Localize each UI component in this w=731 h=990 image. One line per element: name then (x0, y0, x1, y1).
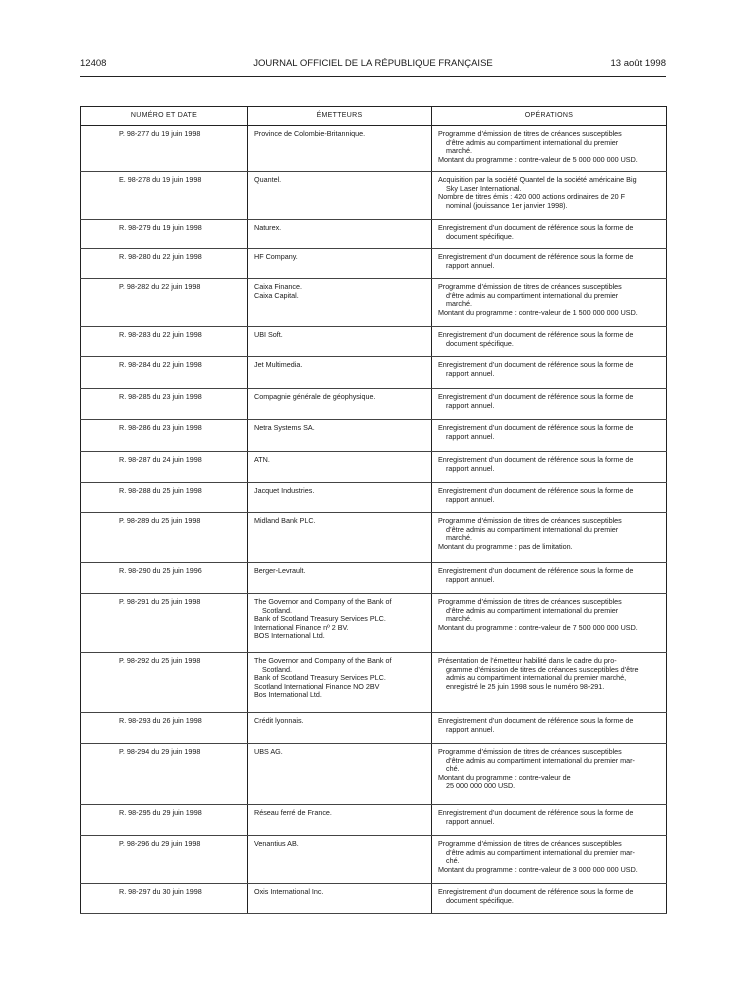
emitters-cell (248, 172, 432, 220)
operation-text-line: Présentation de l’émetteur habilité dans le cadre du pro- (438, 656, 617, 665)
table-row (81, 327, 667, 357)
registration-number-date: P. 98-282 du 22 juin 1998 (81, 279, 248, 327)
operation-text-line: marché. (446, 533, 472, 543)
emitter-name: Compagnie générale de géophysique. (254, 392, 376, 401)
page-number: 12408 (80, 58, 107, 69)
operation-text-line: d’être admis au compartiment international du premier mar- (446, 755, 635, 765)
emitters-cell (248, 805, 432, 836)
operation-text-line: rapport annuel. (446, 816, 495, 826)
operation-cell (432, 452, 667, 483)
emitters-cell (248, 836, 432, 884)
emitter-name: Bank of Scotland Treasury Services PLC. (254, 614, 386, 624)
registration-number-date: P. 98-291 du 25 juin 1998 (81, 594, 248, 653)
emitter-name: UBS AG. (254, 747, 283, 756)
registration-number-date: R. 98-287 du 24 juin 1998 (81, 452, 248, 483)
table-row (81, 389, 667, 420)
emitter-name: Oxis International Inc. (254, 887, 324, 896)
operation-text-line: Enregistrement d’un document de référence sous la forme de (438, 392, 634, 401)
emitters-cell (248, 389, 432, 420)
emitter-name: Scotland International Finance NO 2BV (254, 681, 380, 691)
emitters-cell (248, 327, 432, 357)
operation-text-line: Enregistrement d’un document de référence sous la forme de (438, 887, 634, 896)
emitters-cell (248, 452, 432, 483)
emitter-name: Crédit lyonnais. (254, 716, 304, 725)
operation-cell (432, 653, 667, 713)
operation-text-line: Montant du programme : contre-valeur de 7 500 000 000 USD. (438, 622, 638, 632)
emitters-cell (248, 744, 432, 805)
registration-number-date: R. 98-280 du 22 juin 1998 (81, 249, 248, 279)
table-header-row (81, 107, 667, 126)
emitter-name: Jet Multimedia. (254, 360, 303, 369)
registration-number-date: P. 98-296 du 29 juin 1998 (81, 836, 248, 884)
emitter-name: Naturex. (254, 223, 282, 232)
registration-number-date: R. 98-286 du 23 juin 1998 (81, 420, 248, 452)
column-header-emetteurs: ÉMETTEURS (248, 107, 432, 126)
operation-text-line: d’être admis au compartiment international du premier (446, 290, 619, 300)
operation-cell (432, 389, 667, 420)
table-row (81, 220, 667, 249)
header-rule (80, 76, 666, 77)
emitter-name: Province de Colombie-Britannique. (254, 129, 366, 138)
operation-text-line: 25 000 000 000 USD. (446, 781, 516, 791)
operation-text-line: enregistré le 25 juin 1998 sous le numéro 98-291. (446, 681, 605, 691)
table-row (81, 744, 667, 805)
table-row (81, 513, 667, 563)
emitters-cell (248, 713, 432, 744)
emitter-name: Réseau ferré de France. (254, 808, 332, 817)
emitters-cell (248, 357, 432, 389)
operation-cell (432, 563, 667, 594)
operations-table (80, 106, 667, 914)
registration-number-date: E. 98-278 du 19 juin 1998 (81, 172, 248, 220)
emitter-name: Bank of Scotland Treasury Services PLC. (254, 673, 386, 683)
operation-text-line: Enregistrement d’un document de référence sous la forme de (438, 716, 634, 725)
operation-text-line: Acquisition par la société Quantel de la société américaine Big (438, 175, 637, 184)
operation-text-line: Programme d’émission de titres de créances susceptibles (438, 747, 622, 756)
operation-cell (432, 249, 667, 279)
issue-date: 13 août 1998 (610, 58, 666, 69)
operation-text-line: Enregistrement d’un document de référence sous la forme de (438, 223, 634, 232)
emitters-cell (248, 220, 432, 249)
operation-text-line: document spécifique. (446, 338, 514, 348)
registration-number-date: P. 98-292 du 25 juin 1998 (81, 653, 248, 713)
operation-text-line: rapport annuel. (446, 400, 495, 410)
operation-text-line: d’être admis au compartiment international du premier (446, 137, 619, 147)
table-row (81, 713, 667, 744)
operation-text-line: Nombre de titres émis : 420 000 actions ordinaires de 20 F (438, 192, 625, 202)
table-row (81, 483, 667, 513)
operation-text-line: Enregistrement d’un document de référence sous la forme de (438, 808, 634, 817)
operation-text-line: marché. (446, 614, 472, 624)
emitter-name: Jacquet Industries. (254, 486, 315, 495)
registration-number-date: R. 98-293 du 26 juin 1998 (81, 713, 248, 744)
table-row (81, 172, 667, 220)
registration-number-date: R. 98-297 du 30 juin 1998 (81, 884, 248, 914)
emitter-name: Caixa Capital. (254, 290, 299, 300)
operation-cell (432, 327, 667, 357)
operation-text-line: Enregistrement d’un document de référence sous la forme de (438, 455, 634, 464)
emitter-name: Quantel. (254, 175, 282, 184)
operation-cell (432, 220, 667, 249)
emitters-cell (248, 513, 432, 563)
operation-text-line: d’être admis au compartiment international du premier (446, 524, 619, 534)
emitter-name: Scotland. (262, 664, 292, 674)
operation-text-line: admis au compartiment international du premier marché, (446, 673, 627, 683)
emitters-cell (248, 126, 432, 172)
operation-cell (432, 279, 667, 327)
operation-text-line: d’être admis au compartiment international du premier mar- (446, 847, 635, 857)
operation-text-line: rapport annuel. (446, 494, 495, 504)
operation-cell (432, 805, 667, 836)
emitter-name: International Finance nº 2 BV. (254, 622, 349, 632)
operation-text-line: Montant du programme : contre-valeur de 1 500 000 000 USD. (438, 307, 638, 317)
operation-text-line: Programme d’émission de titres de créances susceptibles (438, 516, 622, 525)
operation-text-line: Enregistrement d’un document de référence sous la forme de (438, 360, 634, 369)
emitter-name: The Governor and Company of the Bank of (254, 656, 392, 665)
emitter-name: HF Company. (254, 252, 298, 261)
emitter-name: Netra Systems SA. (254, 423, 315, 432)
operation-text-line: Enregistrement d’un document de référence sous la forme de (438, 330, 634, 339)
operation-text-line: Programme d’émission de titres de créances susceptibles (438, 282, 622, 291)
operation-cell (432, 594, 667, 653)
emitter-name: Berger-Levrault. (254, 566, 306, 575)
table-row (81, 563, 667, 594)
registration-number-date: P. 98-294 du 29 juin 1998 (81, 744, 248, 805)
operation-cell (432, 513, 667, 563)
emitter-name: BOS International Ltd. (254, 631, 325, 641)
operation-text-line: Montant du programme : contre-valeur de (438, 772, 571, 782)
operation-text-line: Enregistrement d’un document de référence sous la forme de (438, 486, 634, 495)
operation-text-line: nominal (jouissance 1er janvier 1998). (446, 200, 568, 210)
operation-text-line: ché. (446, 856, 460, 866)
emitter-name: Venantius AB. (254, 839, 299, 848)
operation-cell (432, 744, 667, 805)
operation-text-line: Montant du programme : pas de limitation. (438, 541, 573, 551)
emitters-cell (248, 483, 432, 513)
operation-text-line: rapport annuel. (446, 431, 495, 441)
operation-cell (432, 357, 667, 389)
operation-text-line: d’être admis au compartiment international du premier (446, 605, 619, 615)
column-header-operations: OPÉRATIONS (432, 107, 667, 126)
emitters-cell (248, 420, 432, 452)
operation-text-line: Sky Laser International. (446, 183, 522, 193)
emitters-cell (248, 249, 432, 279)
operation-text-line: marché. (446, 146, 472, 156)
operation-cell (432, 126, 667, 172)
operation-text-line: Montant du programme : contre-valeur de 5 000 000 000 USD. (438, 154, 638, 164)
emitter-name: UBI Soft. (254, 330, 283, 339)
operation-text-line: marché. (446, 299, 472, 309)
emitter-name: Midland Bank PLC. (254, 516, 316, 525)
operation-cell (432, 483, 667, 513)
operation-text-line: document spécifique. (446, 895, 514, 905)
operation-text-line: Enregistrement d’un document de référence sous la forme de (438, 252, 634, 261)
registration-number-date: R. 98-290 du 25 juin 1996 (81, 563, 248, 594)
operation-text-line: Enregistrement d’un document de référence sous la forme de (438, 566, 634, 575)
operation-text-line: rapport annuel. (446, 574, 495, 584)
emitter-name: Bos International Ltd. (254, 690, 322, 700)
operation-text-line: Programme d’émission de titres de créances susceptibles (438, 597, 622, 606)
operation-text-line: Programme d’émission de titres de créances susceptibles (438, 129, 622, 138)
column-header-numero: NUMÉRO ET DATE (81, 107, 248, 126)
registration-number-date: R. 98-295 du 29 juin 1998 (81, 805, 248, 836)
operation-text-line: rapport annuel. (446, 463, 495, 473)
emitter-name: ATN. (254, 455, 270, 464)
table-row (81, 884, 667, 914)
operation-text-line: Enregistrement d’un document de référence sous la forme de (438, 423, 634, 432)
operation-text-line: document spécifique. (446, 231, 514, 241)
operation-text-line: Programme d’émission de titres de créances susceptibles (438, 839, 622, 848)
operation-cell (432, 884, 667, 914)
table-row (81, 420, 667, 452)
table-row (81, 452, 667, 483)
emitters-cell (248, 653, 432, 713)
operation-cell (432, 172, 667, 220)
registration-number-date: R. 98-288 du 25 juin 1998 (81, 483, 248, 513)
emitters-cell (248, 279, 432, 327)
operation-text-line: rapport annuel. (446, 260, 495, 270)
operation-text-line: rapport annuel. (446, 724, 495, 734)
emitters-cell (248, 563, 432, 594)
operation-cell (432, 836, 667, 884)
operation-text-line: Montant du programme : contre-valeur de 3 000 000 000 USD. (438, 864, 638, 874)
table-row (81, 357, 667, 389)
table-row (81, 653, 667, 713)
journal-title: JOURNAL OFFICIEL DE LA RÉPUBLIQUE FRANÇAISE (253, 58, 493, 69)
registration-number-date: P. 98-289 du 25 juin 1998 (81, 513, 248, 563)
table-body (81, 126, 667, 914)
table-row (81, 836, 667, 884)
page-header (80, 58, 666, 72)
emitter-name: Scotland. (262, 605, 292, 615)
operation-text-line: ché. (446, 764, 460, 774)
operation-cell (432, 420, 667, 452)
operation-cell (432, 713, 667, 744)
table-row (81, 279, 667, 327)
operation-text-line: rapport annuel. (446, 368, 495, 378)
emitter-name: Caixa Finance. (254, 282, 302, 291)
registration-number-date: R. 98-285 du 23 juin 1998 (81, 389, 248, 420)
table-row (81, 594, 667, 653)
registration-number-date: R. 98-283 du 22 juin 1998 (81, 327, 248, 357)
emitters-cell (248, 594, 432, 653)
registration-number-date: P. 98-277 du 19 juin 1998 (81, 126, 248, 172)
emitter-name: The Governor and Company of the Bank of (254, 597, 392, 606)
operation-text-line: gramme d’émission de titres de créances susceptibles d’être (446, 664, 639, 674)
emitters-cell (248, 884, 432, 914)
registration-number-date: R. 98-279 du 19 juin 1998 (81, 220, 248, 249)
registration-number-date: R. 98-284 du 22 juin 1998 (81, 357, 248, 389)
table-row (81, 805, 667, 836)
table-row (81, 126, 667, 172)
table-row (81, 249, 667, 279)
